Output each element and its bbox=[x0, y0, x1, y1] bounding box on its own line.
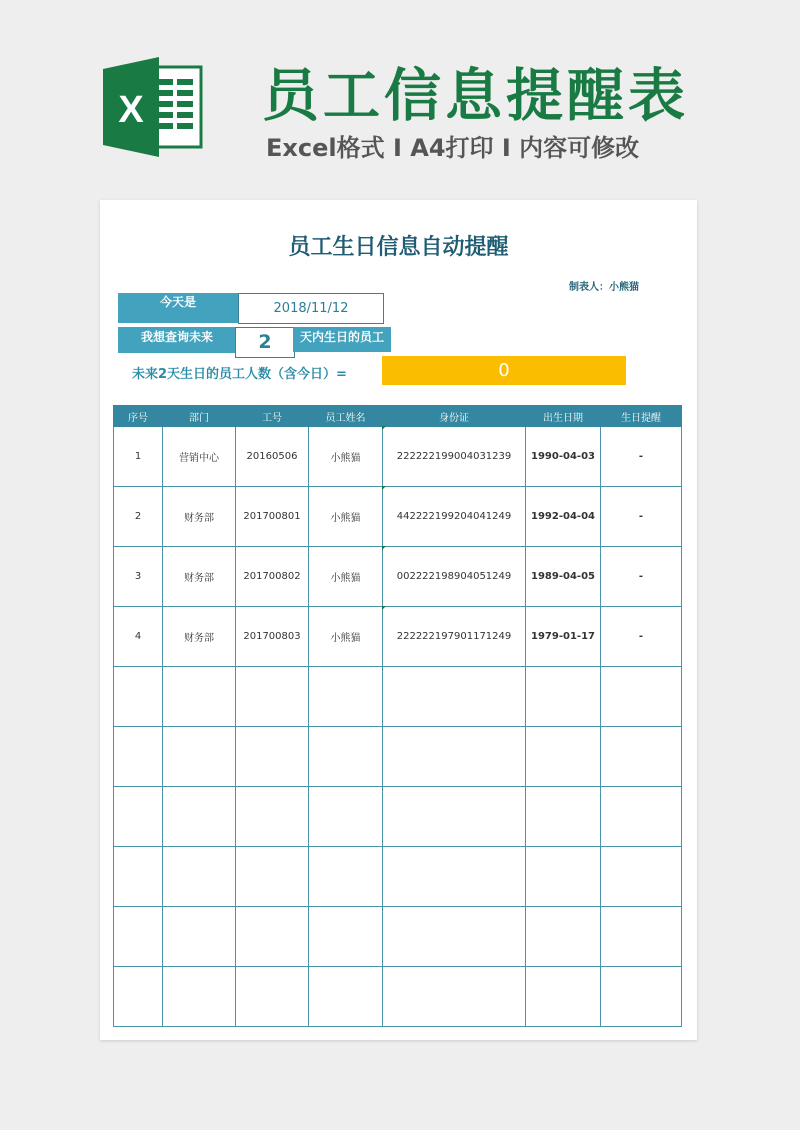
empty-cell[interactable] bbox=[383, 907, 526, 967]
table-row bbox=[114, 427, 682, 487]
empty-cell[interactable] bbox=[163, 847, 236, 907]
cell-comment-marker bbox=[382, 426, 386, 430]
empty-cell[interactable] bbox=[526, 667, 601, 727]
cell-comment-marker bbox=[382, 606, 386, 610]
empty-cell[interactable] bbox=[383, 667, 526, 727]
empty-cell[interactable] bbox=[236, 667, 309, 727]
empty-cell[interactable] bbox=[163, 727, 236, 787]
page-title: 员工信息提醒表 bbox=[262, 63, 689, 129]
empty-cell[interactable] bbox=[236, 787, 309, 847]
page-subtitle: Excel格式 I A4打印 I 内容可修改 bbox=[266, 134, 640, 162]
maker-label: 制表人：小熊猫 bbox=[569, 282, 639, 293]
employee-table bbox=[113, 405, 682, 1027]
id-card-text: 442222199204041249 bbox=[396, 511, 512, 522]
empty-cell[interactable] bbox=[309, 727, 383, 787]
empty-cell[interactable] bbox=[114, 967, 163, 1027]
empty-cell[interactable] bbox=[309, 907, 383, 967]
cell-comment-marker bbox=[382, 486, 386, 490]
empty-table-row bbox=[114, 667, 682, 727]
empty-cell[interactable] bbox=[601, 847, 682, 907]
department-cell[interactable]: 财务部 bbox=[163, 547, 236, 607]
empty-cell[interactable] bbox=[236, 727, 309, 787]
employee-id-cell[interactable]: 201700801 bbox=[236, 487, 309, 547]
empty-table-row bbox=[114, 967, 682, 1027]
department-cell[interactable]: 营销中心 bbox=[163, 427, 236, 487]
column-header: 身份证 bbox=[383, 406, 526, 427]
empty-cell[interactable] bbox=[383, 847, 526, 907]
empty-cell[interactable] bbox=[114, 847, 163, 907]
table-header-row bbox=[114, 406, 682, 427]
department-cell[interactable]: 财务部 bbox=[163, 487, 236, 547]
birth-date-cell[interactable]: 1989-04-05 bbox=[526, 547, 601, 607]
id-card-cell[interactable] bbox=[383, 607, 526, 667]
empty-cell[interactable] bbox=[601, 667, 682, 727]
empty-cell[interactable] bbox=[601, 967, 682, 1027]
empty-cell[interactable] bbox=[383, 967, 526, 1027]
birthday-reminder-cell[interactable]: - bbox=[601, 427, 682, 487]
query-label: 我想查询未来 bbox=[118, 327, 236, 353]
empty-cell[interactable] bbox=[163, 787, 236, 847]
table-row bbox=[114, 547, 682, 607]
empty-cell[interactable] bbox=[114, 787, 163, 847]
excel-logo-icon bbox=[103, 57, 205, 157]
employee-name-cell[interactable]: 小熊猫 bbox=[309, 547, 383, 607]
id-card-cell[interactable] bbox=[383, 427, 526, 487]
column-header: 部门 bbox=[163, 406, 236, 427]
employee-id-cell[interactable]: 201700802 bbox=[236, 547, 309, 607]
empty-cell[interactable] bbox=[163, 667, 236, 727]
empty-cell[interactable] bbox=[236, 967, 309, 1027]
empty-cell[interactable] bbox=[601, 727, 682, 787]
empty-cell[interactable] bbox=[601, 787, 682, 847]
count-value-cell: 0 bbox=[382, 356, 626, 385]
empty-cell[interactable] bbox=[163, 967, 236, 1027]
row-index[interactable]: 4 bbox=[114, 607, 163, 667]
column-header: 序号 bbox=[114, 406, 163, 427]
cell-comment-marker bbox=[382, 546, 386, 550]
empty-cell[interactable] bbox=[309, 967, 383, 1027]
employee-name-cell[interactable]: 小熊猫 bbox=[309, 607, 383, 667]
birth-date-cell[interactable]: 1992-04-04 bbox=[526, 487, 601, 547]
id-card-text: 222222197901171249 bbox=[396, 631, 512, 642]
sheet-title: 员工生日信息自动提醒 bbox=[288, 235, 509, 260]
empty-cell[interactable] bbox=[114, 727, 163, 787]
empty-table-row bbox=[114, 727, 682, 787]
birthday-reminder-cell[interactable]: - bbox=[601, 547, 682, 607]
id-card-text: 222222199004031239 bbox=[396, 451, 512, 462]
spreadsheet-page bbox=[100, 200, 697, 1040]
empty-cell[interactable] bbox=[526, 787, 601, 847]
employee-name-cell[interactable]: 小熊猫 bbox=[309, 427, 383, 487]
empty-table-row bbox=[114, 907, 682, 967]
empty-cell[interactable] bbox=[163, 907, 236, 967]
empty-cell[interactable] bbox=[526, 847, 601, 907]
empty-cell[interactable] bbox=[383, 787, 526, 847]
query-days-input[interactable]: 2 bbox=[235, 327, 295, 358]
empty-cell[interactable] bbox=[236, 907, 309, 967]
table-row bbox=[114, 487, 682, 547]
employee-id-cell[interactable]: 20160506 bbox=[236, 427, 309, 487]
empty-table-row bbox=[114, 787, 682, 847]
birthday-reminder-cell[interactable]: - bbox=[601, 487, 682, 547]
empty-cell[interactable] bbox=[383, 727, 526, 787]
birth-date-cell[interactable]: 1990-04-03 bbox=[526, 427, 601, 487]
empty-cell[interactable] bbox=[236, 847, 309, 907]
birth-date-cell[interactable]: 1979-01-17 bbox=[526, 607, 601, 667]
empty-cell[interactable] bbox=[114, 907, 163, 967]
empty-cell[interactable] bbox=[309, 787, 383, 847]
birthday-reminder-cell[interactable]: - bbox=[601, 607, 682, 667]
today-label: 今天是 bbox=[118, 293, 238, 323]
column-header: 工号 bbox=[236, 406, 309, 427]
id-card-cell[interactable] bbox=[383, 487, 526, 547]
logo-letter: X bbox=[118, 89, 144, 131]
id-card-text: 002222198904051249 bbox=[396, 571, 512, 582]
empty-cell[interactable] bbox=[526, 907, 601, 967]
row-index[interactable]: 1 bbox=[114, 427, 163, 487]
empty-cell[interactable] bbox=[601, 907, 682, 967]
column-header: 出生日期 bbox=[526, 406, 601, 427]
row-index[interactable]: 2 bbox=[114, 487, 163, 547]
id-card-cell[interactable] bbox=[383, 547, 526, 607]
column-header: 生日提醒 bbox=[601, 406, 682, 427]
empty-cell[interactable] bbox=[526, 967, 601, 1027]
empty-table-row bbox=[114, 847, 682, 907]
empty-cell[interactable] bbox=[309, 847, 383, 907]
employee-name-cell[interactable]: 小熊猫 bbox=[309, 487, 383, 547]
row-index[interactable]: 3 bbox=[114, 547, 163, 607]
empty-cell[interactable] bbox=[526, 727, 601, 787]
empty-cell[interactable] bbox=[114, 667, 163, 727]
department-cell[interactable]: 财务部 bbox=[163, 607, 236, 667]
query-suffix-label: 天内生日的员工 bbox=[293, 327, 391, 352]
empty-cell[interactable] bbox=[309, 667, 383, 727]
count-label: 未来2天生日的员工人数（含今日）= bbox=[132, 367, 347, 382]
employee-id-cell[interactable]: 201700803 bbox=[236, 607, 309, 667]
table-row bbox=[114, 607, 682, 667]
today-value-cell[interactable]: 2018/11/12 bbox=[238, 293, 384, 324]
column-header: 员工姓名 bbox=[309, 406, 383, 427]
